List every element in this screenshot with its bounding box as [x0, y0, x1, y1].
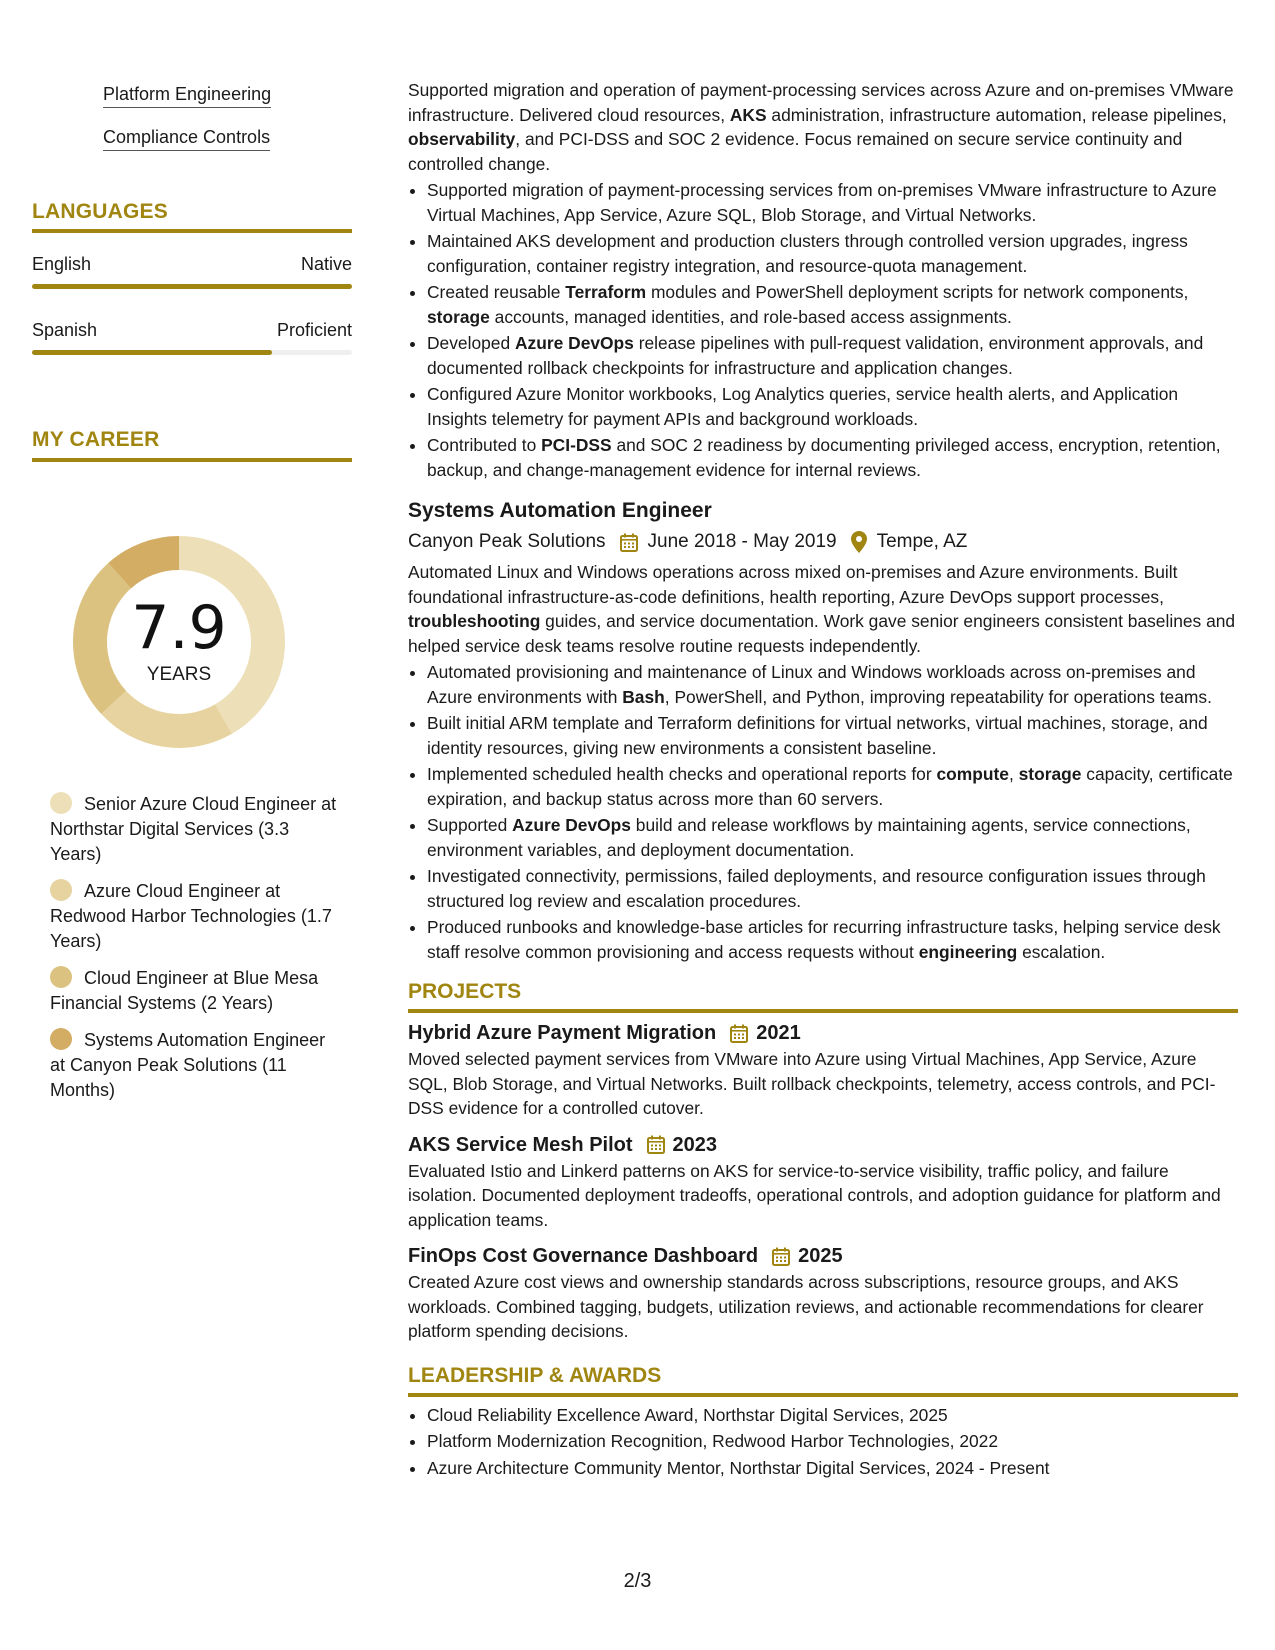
project-title-row: [408, 1019, 1238, 1047]
career-legend-item: [50, 879, 340, 954]
projects-heading: PROJECTS: [408, 980, 522, 1003]
bullet-item: • Produced runbooks and knowledge-base articles for recurring infrastructure tasks, helping service desk staff resolve common provisioning and access requests without engineering escalation.: [427, 915, 1238, 964]
project-year: 2023: [672, 1133, 718, 1156]
job-location: Tempe, AZ: [876, 531, 968, 552]
job-bullet-list: [408, 660, 1238, 964]
projects-rule: [408, 1009, 1238, 1013]
language-bar-fill: [32, 284, 352, 289]
legend-dot: [50, 879, 72, 901]
intro-bullet-list: [408, 178, 1238, 482]
calendar-icon: [620, 533, 638, 552]
legend-label: Cloud Engineer at Blue Mesa Financial Systems (2 Years): [50, 968, 319, 1013]
page-number: 2/3: [623, 1570, 652, 1592]
job-meta: [408, 528, 1238, 556]
skill-tag: Compliance Controls: [103, 127, 270, 151]
career-legend: [50, 792, 340, 1115]
bullet-item: • Automated provisioning and maintenance of Linux and Windows workloads across on-premises and Azure environments with Bash, PowerShell, and Python, improving repeatability for operations teams.: [427, 660, 1238, 709]
language-row: [32, 320, 352, 341]
project-year: 2021: [756, 1022, 801, 1044]
legend-label: Senior Azure Cloud Engineer at Northstar Digital Services (3.3 Years): [50, 794, 337, 864]
bullet-item: • Implemented scheduled health checks and operational reports for compute, storage capacity, certificate expiration, and backup status across more than 60 servers.: [427, 762, 1238, 811]
bullet-item: • Supported Azure DevOps build and release workflows by maintaining agents, service connections, environment variables, and deployment documentation.: [427, 813, 1238, 862]
awards-list: [408, 1403, 1238, 1481]
project-item: [408, 1131, 1238, 1233]
donut-center: [64, 527, 294, 757]
bullet-item: • Built initial ARM template and Terraform definitions for virtual networks, virtual machines, storage, and identity resources, giving new environments a consistent baseline.: [427, 711, 1238, 760]
language-name: English: [32, 254, 92, 274]
languages-heading: LANGUAGES: [32, 200, 168, 223]
calendar-icon: [730, 1024, 748, 1043]
calendar-icon: [647, 1135, 665, 1154]
project-item: [408, 1019, 1238, 1121]
main-content: [408, 78, 1238, 1482]
career-rule: [32, 458, 352, 462]
legend-dot: [50, 966, 72, 988]
legend-label: Azure Cloud Engineer at Redwood Harbor Technologies (1.7 Years): [50, 881, 332, 951]
career-total-years: 7.9: [131, 593, 227, 663]
job-dates: June 2018 - May 2019: [647, 531, 837, 552]
calendar-icon: [772, 1247, 790, 1266]
project-list: [408, 1019, 1238, 1344]
awards-heading: LEADERSHIP & AWARDS: [408, 1363, 662, 1387]
career-legend-item: [50, 1028, 340, 1103]
project-title-row: [408, 1131, 1238, 1159]
language-bar: [32, 350, 352, 355]
language-bar-fill: [32, 350, 272, 355]
job-company: Canyon Peak Solutions: [408, 531, 606, 552]
bullet-item: • Investigated connectivity, permissions, failed deployments, and resource configuration issues through structured log review and escalation procedures.: [427, 864, 1238, 913]
skill-tags: [103, 84, 271, 170]
project-description: Evaluated Istio and Linkerd patterns on AKS for service-to-service visibility, traffic policy, and failure isolation. Documented deployment tradeoffs, operational controls, and adoption guidance for platform and application teams.: [408, 1160, 1221, 1230]
project-title-row: [408, 1242, 1238, 1270]
language-level: Proficient: [276, 320, 352, 340]
legend-label: Systems Automation Engineer at Canyon Peak Solutions (11 Months): [50, 1030, 326, 1100]
language-name: Spanish: [32, 320, 98, 340]
project-year: 2025: [798, 1245, 843, 1267]
language-row: [32, 254, 352, 275]
skill-tag: Platform Engineering: [103, 84, 271, 108]
career-legend-item: [50, 966, 340, 1016]
project-title: FinOps Cost Governance Dashboard: [408, 1245, 759, 1267]
bullet-item: • Contributed to PCI-DSS and SOC 2 readiness by documenting privileged access, encryption, retention, backup, and change-management evidence for internal reviews.: [427, 433, 1238, 482]
career-donut-chart: [64, 527, 294, 757]
job-title: Systems Automation Engineer: [408, 499, 712, 522]
award-item: • Platform Modernization Recognition, Redwood Harbor Technologies, 2022: [427, 1429, 1238, 1454]
project-title: AKS Service Mesh Pilot: [408, 1133, 633, 1156]
project-title: Hybrid Azure Payment Migration: [408, 1022, 717, 1044]
awards-rule: [408, 1393, 1238, 1397]
project-description: Created Azure cost views and ownership standards across subscriptions, resource groups, and AKS workloads. Combined tagging, budgets, utilization reviews, and actionable recommendations for clearer platform spending decisions.: [408, 1272, 1204, 1341]
language-bar: [32, 284, 352, 289]
bullet-item: • Configured Azure Monitor workbooks, Log Analytics queries, service health alerts, and Application Insights telemetry for payment APIs and background workloads.: [427, 382, 1238, 431]
bullet-item: • Created reusable Terraform modules and PowerShell deployment scripts for network components, storage accounts, managed identities, and role-based access assignments.: [427, 280, 1238, 329]
career-total-unit: YEARS: [146, 664, 212, 685]
legend-dot: [50, 1028, 72, 1050]
project-description: Moved selected payment services from VMware into Azure using Virtual Machines, App Service, Azure SQL, Blob Storage, and Virtual Networks. Built rollback checkpoints, telemetry, access controls, and PCI-DSS evidence for a controlled cutover.: [408, 1049, 1216, 1118]
legend-dot: [50, 792, 72, 814]
intro-summary: Supported migration and operation of payment-processing services across Azure and on-premises VMware infrastructure. Delivered cloud resources, AKS administration, infrastructure automation, release pipelines, observability, and PCI-DSS and SOC 2 evidence. Focus remained on secure service continuity and controlled change.: [408, 80, 1234, 174]
award-item: • Cloud Reliability Excellence Award, Northstar Digital Services, 2025: [427, 1403, 1238, 1428]
career-heading: MY CAREER: [32, 428, 160, 451]
bullet-item: • Maintained AKS development and production clusters through controlled version upgrades, ingress configuration, container registry integration, and resource-quota management.: [427, 229, 1238, 278]
bullet-item: • Supported migration of payment-processing services from on-premises VMware infrastructure to Azure Virtual Machines, App Service, Azure SQL, Blob Storage, and Virtual Networks.: [427, 178, 1238, 227]
project-item: [408, 1242, 1238, 1344]
language-level: Native: [300, 254, 352, 274]
languages-rule: [32, 229, 352, 233]
award-item: • Azure Architecture Community Mentor, Northstar Digital Services, 2024 - Present: [427, 1456, 1238, 1481]
bullet-item: • Developed Azure DevOps release pipelines with pull-request validation, environment approvals, and documented rollback checkpoints for infrastructure and application changes.: [427, 331, 1238, 380]
job-summary: Automated Linux and Windows operations across mixed on-premises and Azure environments. Built foundational infrastructure-as-code definitions, health reporting, Azure DevOps support processes, troubleshooting guides, and service documentation. Work gave senior engineers consistent baselines and helped service desk teams resolve routine requests independently.: [408, 562, 1236, 656]
location-pin-icon: [851, 531, 867, 553]
career-legend-item: [50, 792, 340, 867]
